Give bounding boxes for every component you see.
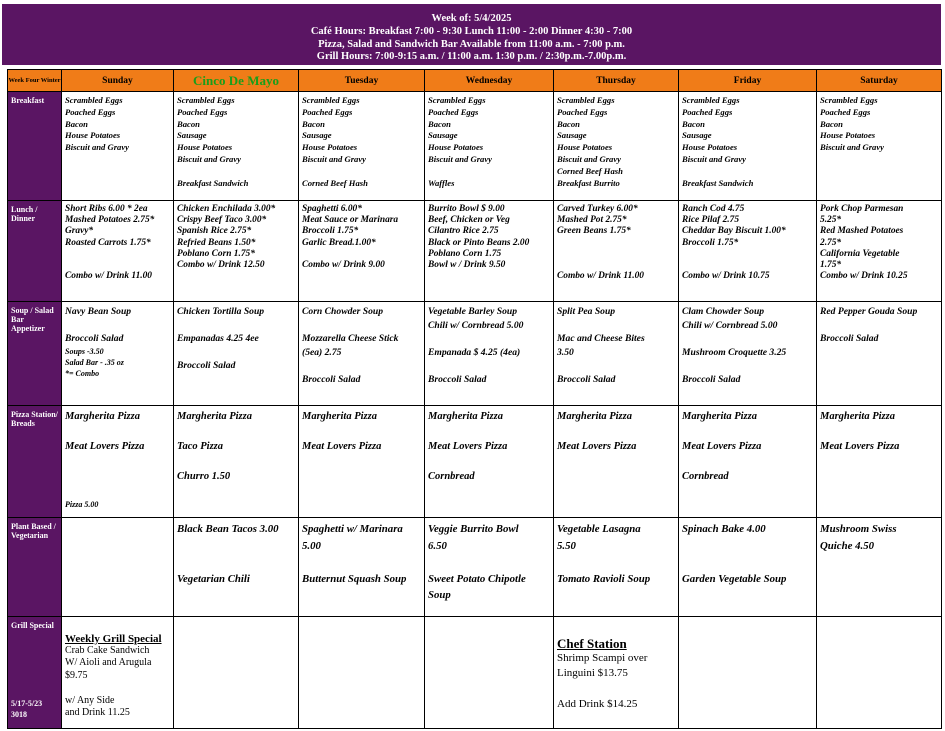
lunch-thursday: Carved Turkey 6.00* Mashed Pot 2.75* Green Beans 1.75* Combo w/ Drink 11.00 bbox=[557, 204, 644, 282]
row-label-lunch-dinner: Lunch / Dinner bbox=[8, 201, 62, 302]
breakfast-wednesday: Scrambled Eggs Poached Eggs Bacon Sausage House Potatoes Biscuit and Gravy Waffles bbox=[428, 95, 492, 188]
grill-special-row bbox=[8, 617, 942, 729]
breakfast-thursday: Scrambled Eggs Poached Eggs Bacon Sausage House Potatoes Biscuit and Gravy Corned Beef Hash Breakfast Burrito bbox=[557, 95, 623, 188]
soup-sunday: Navy Bean Soup Broccoli Salad bbox=[65, 306, 132, 344]
row-label-breakfast: Breakfast bbox=[8, 92, 62, 201]
lunch-monday: Chicken Enchilada 3.00* Crispy Beef Taco 3.00* Spanish Rice 2.75* Refried Beans 1.50* Poblano Corn 1.75* Combo w/ Drink 12.50 bbox=[177, 204, 276, 271]
day-header-tuesday: Tuesday bbox=[299, 70, 425, 92]
breakfast-row bbox=[8, 92, 942, 201]
pizza-row bbox=[8, 406, 942, 518]
row-label-pizza: Pizza Station/ Breads bbox=[8, 406, 62, 518]
breakfast-friday: Scrambled Eggs Poached Eggs Bacon Sausage House Potatoes Biscuit and Gravy Breakfast Sandwich bbox=[682, 95, 754, 188]
day-header-row bbox=[8, 70, 942, 92]
soup-sunday-note: Soups -3.50 Salad Bar - .35 oz *= Combo bbox=[65, 346, 124, 378]
plant-wednesday: Veggie Burrito Bowl 6.50 Sweet Potato Chipotle Soup bbox=[428, 523, 526, 601]
breakfast-monday: Scrambled Eggs Poached Eggs Bacon Sausage House Potatoes Biscuit and Gravy Breakfast Sandwich bbox=[177, 95, 249, 188]
grill-monday bbox=[174, 617, 299, 729]
bar-hours: Pizza, Salad and Sandwich Bar Available from 11:00 a.m. - 7:00 p.m. bbox=[318, 38, 625, 50]
row-label-plant-based: Plant Based / Vegetarian bbox=[8, 518, 62, 617]
lunch-saturday: Pork Chop Parmesan 5.25* Red Mashed Potatoes 2.75* California Vegetable 1.75* Combo w/ Drink 10.25 bbox=[820, 204, 908, 282]
soup-thursday: Split Pea Soup Mac and Cheese Bites 3.50 Broccoli Salad bbox=[557, 306, 645, 385]
plant-sunday bbox=[62, 518, 173, 521]
plant-thursday: Vegetable Lasagna 5.50 Tomato Ravioli Soup bbox=[557, 523, 651, 585]
pizza-tuesday: Margherita Pizza Meat Lovers Pizza bbox=[302, 411, 382, 452]
chef-station-title: Chef Station bbox=[557, 635, 627, 651]
plant-saturday: Mushroom Swiss Quiche 4.50 bbox=[820, 523, 897, 552]
pizza-wednesday: Margherita Pizza Meat Lovers Pizza Cornbread bbox=[428, 411, 508, 482]
weekly-grill-special-title: Weekly Grill Special bbox=[65, 632, 162, 645]
lunch-friday: Ranch Cod 4.75 Rice Pilaf 2.75 Cheddar Bay Biscuit 1.00* Broccoli 1.75* Combo w/ Drink 10.75 bbox=[682, 204, 786, 282]
weekly-grill-special-body: Crab Cake Sandwich W/ Aioli and Arugula $9.75 w/ Any Side and Drink 11.25 bbox=[65, 644, 152, 718]
soup-saturday: Red Pepper Gouda Soup Broccoli Salad bbox=[820, 306, 918, 344]
day-header-saturday: Saturday bbox=[817, 70, 942, 92]
plant-monday: Black Bean Tacos 3.00 Vegetarian Chili bbox=[177, 523, 279, 585]
week-of: Week of: 5/4/2025 bbox=[431, 13, 512, 24]
soup-wednesday: Vegetable Barley Soup Chili w/ Cornbread 5.00 Empanada $ 4.25 (4ea) Broccoli Salad bbox=[428, 306, 524, 385]
grill-special-dates: 5/17-5/23 3018 bbox=[11, 699, 43, 719]
grill-wednesday bbox=[425, 617, 554, 729]
day-header-thursday: Thursday bbox=[554, 70, 679, 92]
soup-tuesday: Corn Chowder Soup Mozzarella Cheese Stick (5ea) 2.75 Broccoli Salad bbox=[302, 306, 399, 385]
breakfast-sunday: Scrambled Eggs Poached Eggs Bacon House Potatoes Biscuit and Gravy bbox=[65, 95, 129, 153]
plant-tuesday: Spaghetti w/ Marinara 5.00 Butternut Squash Soup bbox=[302, 523, 407, 585]
row-label-soup-salad: Soup / Salad Bar Appetizer bbox=[8, 302, 62, 406]
breakfast-saturday: Scrambled Eggs Poached Eggs Bacon House Potatoes Biscuit and Gravy bbox=[820, 95, 884, 153]
chef-station bbox=[554, 617, 678, 713]
row-label-grill-special bbox=[8, 617, 62, 729]
lunch-sunday: Short Ribs 6.00 * 2ea Mashed Potatoes 2.75* Gravy* Roasted Carrots 1.75* Combo w/ Drink 11.00 bbox=[65, 204, 155, 282]
week-label: Week Four Winter bbox=[8, 70, 62, 92]
lunch-wednesday: Burrito Bowl $ 9.00 Beef, Chicken or Veg Cilantro Rice 2.75 Black or Pinto Beans 2.00 Poblano Corn 1.75 Bowl w / Drink 9.50 bbox=[428, 204, 530, 271]
day-header-friday: Friday bbox=[679, 70, 817, 92]
menu-header bbox=[2, 4, 941, 65]
weekly-menu-table bbox=[7, 69, 942, 729]
soup-salad-row bbox=[8, 302, 942, 406]
pizza-thursday: Margherita Pizza Meat Lovers Pizza bbox=[557, 411, 637, 452]
breakfast-tuesday: Scrambled Eggs Poached Eggs Bacon Sausage House Potatoes Biscuit and Gravy Corned Beef Hash bbox=[302, 95, 368, 188]
pizza-friday: Margherita Pizza Meat Lovers Pizza Cornbread bbox=[682, 411, 762, 482]
day-header-wednesday: Wednesday bbox=[425, 70, 554, 92]
lunch-dinner-row bbox=[8, 201, 942, 302]
pizza-sunday: Margherita Pizza Meat Lovers Pizza bbox=[65, 411, 145, 452]
weekly-grill-special bbox=[62, 617, 173, 720]
pizza-price-note: Pizza 5.00 bbox=[65, 500, 99, 510]
soup-monday: Chicken Tortilla Soup Empanadas 4.25 4ee Broccoli Salad bbox=[177, 306, 265, 371]
soup-friday: Clam Chowder Soup Chili w/ Cornbread 5.00 Mushroom Croquette 3.25 Broccoli Salad bbox=[682, 306, 787, 385]
pizza-saturday: Margherita Pizza Meat Lovers Pizza bbox=[820, 411, 900, 452]
grill-special-label: Grill Special bbox=[11, 621, 54, 630]
grill-saturday bbox=[817, 617, 942, 729]
pizza-monday: Margherita Pizza Taco Pizza Churro 1.50 bbox=[177, 411, 252, 482]
lunch-tuesday: Spaghetti 6.00* Meat Sauce or Marinara Broccoli 1.75* Garlic Bread.1.00* Combo w/ Drink 9.00 bbox=[302, 204, 399, 271]
grill-tuesday bbox=[299, 617, 425, 729]
grill-friday bbox=[679, 617, 817, 729]
day-header-monday: Cinco De Mayo bbox=[174, 70, 299, 92]
plant-based-row bbox=[8, 518, 942, 617]
grill-hours: Grill Hours: 7:00-9:15 a.m. / 11:00 a.m. 1:30 p.m. / 2:30p.m.-7.00p.m. bbox=[316, 51, 627, 63]
chef-station-body: Shrimp Scampi over Linguini $13.75 Add Drink $14.25 bbox=[557, 651, 648, 710]
plant-friday: Spinach Bake 4.00 Garden Vegetable Soup bbox=[682, 523, 787, 585]
day-header-sunday: Sunday bbox=[62, 70, 174, 92]
cafe-hours: Café Hours: Breakfast 7:00 - 9:30 Lunch 11:00 - 2:00 Dinner 4:30 - 7:00 bbox=[310, 25, 633, 37]
